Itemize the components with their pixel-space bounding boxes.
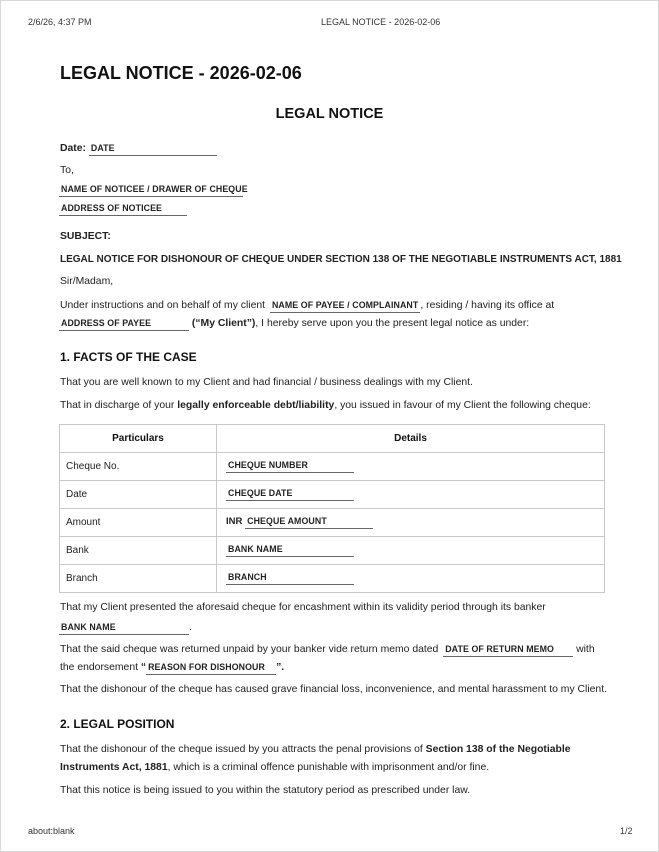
facts-paragraph-1: That you are well known to my Client and had financial / business dealings with my Client. — [60, 377, 473, 388]
loss-paragraph: That the dishonour of the cheque has caused grave financial loss, inconvenience, and mental harassment to my Client. — [60, 684, 607, 695]
print-timestamp: 2/6/26, 4:37 PM — [28, 17, 92, 27]
row-detail — [217, 453, 605, 481]
legal-bold-2: Instruments Act, 1881 — [60, 762, 168, 773]
notice-heading: LEGAL NOTICE — [275, 106, 384, 122]
legal-paragraph-2: That this notice is being issued to you within the statutory period as prescribed under law. — [60, 785, 471, 796]
cheque-amount-field[interactable]: CHEQUE AMOUNT — [245, 516, 373, 529]
cheque-date-field[interactable]: CHEQUE DATE — [226, 488, 354, 501]
legal-paragraph-1a — [60, 744, 571, 755]
noticee-address-line — [60, 203, 187, 216]
document-title: LEGAL NOTICE - 2026-02-06 — [60, 63, 302, 83]
date-line — [60, 143, 217, 156]
noticee-name-line — [60, 184, 248, 197]
dishonour-reason-field[interactable]: REASON FOR DISHONOUR — [146, 662, 276, 675]
cheque-details-table — [59, 424, 605, 593]
header-particulars: Particulars — [60, 425, 217, 453]
endorsement-line — [60, 662, 284, 675]
row-detail — [217, 509, 605, 537]
close-quote: ”. — [276, 662, 285, 673]
returned-text-1: That the said cheque was returned unpaid by your banker vide return memo dated — [60, 644, 439, 655]
returned-text-2: with — [576, 644, 595, 655]
open-quote: “ — [140, 662, 147, 673]
subject-label: SUBJECT: — [60, 231, 111, 242]
noticee-name-field[interactable]: NAME OF NOTICEE / DRAWER OF CHEQUE — [59, 184, 243, 197]
banker-line — [60, 622, 192, 635]
cheque-number-field[interactable]: CHEQUE NUMBER — [226, 460, 354, 473]
return-memo-date-field[interactable]: DATE OF RETURN MEMO — [443, 644, 573, 657]
banker-period: . — [189, 622, 192, 633]
date-label: Date: — [60, 143, 86, 154]
endorsement-text: the endorsement — [60, 662, 138, 673]
print-page-number: 1/2 — [620, 826, 633, 836]
table-row — [60, 537, 605, 565]
table-row — [60, 453, 605, 481]
row-detail — [217, 537, 605, 565]
header-details: Details — [217, 425, 605, 453]
facts-paragraph-2 — [60, 400, 591, 411]
date-field[interactable]: DATE — [89, 143, 217, 156]
print-page-title: LEGAL NOTICE - 2026-02-06 — [321, 17, 441, 27]
presented-paragraph: That my Client presented the aforesaid cheque for encashment within its validity period through its banker — [60, 602, 546, 613]
payee-address-field[interactable]: ADDRESS OF PAYEE — [59, 318, 189, 331]
section-legal-heading: 2. LEGAL POSITION — [60, 717, 175, 731]
legal-text-1: That the dishonour of the cheque issued by you attracts the penal provisions of — [60, 744, 423, 755]
intro-text-1: Under instructions and on behalf of my client — [60, 300, 266, 311]
row-label: Bank — [60, 537, 217, 565]
table-row — [60, 481, 605, 509]
subject-text: LEGAL NOTICE FOR DISHONOUR OF CHEQUE UNDER SECTION 138 OF THE NEGOTIABLE INSTRUMENTS ACT, 1881 — [60, 254, 622, 265]
bank-name-field[interactable]: BANK NAME — [226, 544, 354, 557]
intro-line-2 — [60, 318, 529, 331]
table-header-row — [60, 425, 605, 453]
facts-text-2: , you issued in favour of my Client the following cheque: — [334, 400, 591, 411]
to-label: To, — [60, 165, 74, 176]
my-client-label: (“My Client”) — [191, 318, 256, 329]
intro-text-2: , residing / having its office at — [420, 300, 555, 311]
row-label: Cheque No. — [60, 453, 217, 481]
row-detail — [217, 481, 605, 509]
facts-text-1: That in discharge of your — [60, 400, 175, 411]
salutation: Sir/Madam, — [60, 276, 114, 287]
table-row — [60, 509, 605, 537]
noticee-address-field[interactable]: ADDRESS OF NOTICEE — [59, 203, 187, 216]
row-label: Date — [60, 481, 217, 509]
legal-text-2: , which is a criminal offence punishable with imprisonment and/or fine. — [167, 762, 490, 773]
legal-bold-1: Section 138 of the Negotiable — [425, 744, 571, 755]
banker-name-field[interactable]: BANK NAME — [59, 622, 189, 635]
print-url: about:blank — [28, 826, 75, 836]
legal-paragraph-1b — [60, 762, 489, 773]
returned-line — [60, 644, 595, 657]
facts-bold: legally enforceable debt/liability — [177, 400, 335, 411]
intro-text-3: , I hereby serve upon you the present legal notice as under: — [255, 318, 530, 329]
section-facts-heading: 1. FACTS OF THE CASE — [60, 350, 197, 364]
intro-line-1 — [60, 300, 554, 313]
currency-prefix: INR — [226, 516, 243, 527]
row-label: Amount — [60, 509, 217, 537]
row-label: Branch — [60, 565, 217, 593]
payee-name-field[interactable]: NAME OF PAYEE / COMPLAINANT — [270, 300, 420, 313]
branch-field[interactable]: BRANCH — [226, 572, 354, 585]
row-detail — [217, 565, 605, 593]
table-row — [60, 565, 605, 593]
